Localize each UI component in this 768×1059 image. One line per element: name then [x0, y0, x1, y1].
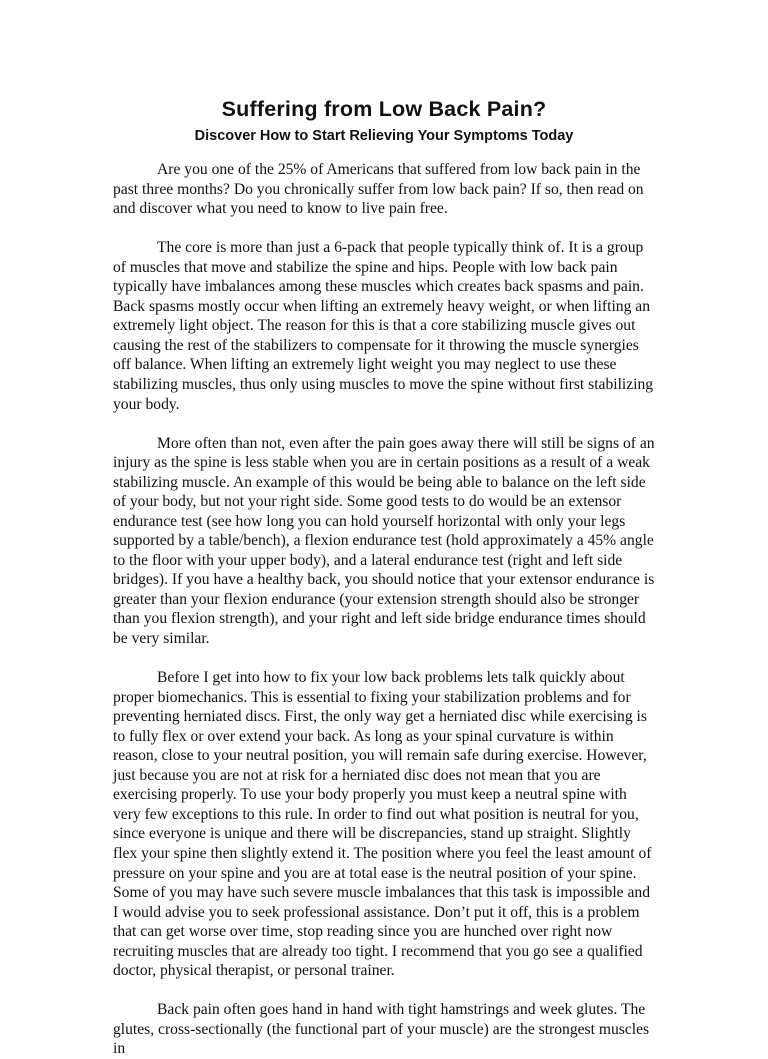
paragraph-intro: Are you one of the 25% of Americans that suffered from low back pain in the past three months? Do you chronically suffer from low back pain? If so, then read on and discover what you need to know to live pain free. — [113, 161, 644, 218]
paragraph-injury-tests: More often than not, even after the pain goes away there will still be signs of an injury as the spine is less stable when you are in certain positions as a result of a weak stabilizing muscle. An example of this would be being able to balance on the left side of your body, but not your right side. Some good tests to do would be an extensor endurance test (see how long you can hold yourself horizontal with only your legs supported by a table/bench), a flexion endurance test (hold approximately a 45% angle to the floor with your upper body), and a lateral endurance test (right and left side bridges). If you have a healthy back, you should notice that your extensor endurance is greater than your flexion endurance (your extension strength should also be stronger than you flexion strength), and your right and left side bridge endurance times should be very similar. — [113, 434, 655, 648]
paragraph-biomechanics: Before I get into how to fix your low back problems lets talk quickly about proper biomechanics. This is essential to fixing your stabilization problems and for preventing herniated discs. First, the only way get a herniated disc while exercising is to fully flex or over extend your back. As long as your spinal curvature is within reason, close to your neutral position, you will remain safe during exercise. However, just because you are not at risk for a herniated disc does not mean that you are exercising properly. To use your body properly you must keep a neutral spine with very few exceptions to this rule. In order to find out what position is neutral for you, since everyone is unique and there will be discrepancies, stand up straight. Slightly flex your spine then slightly extend it. The position where you feel the least amount of pressure on your spine and you are at total ease is the neutral position of your spine. Some of you may have such severe muscle imbalances that this task is impossible and I would advise you to seek professional assistance. Don’t put it off, this is a problem that can get worse over time, stop reading since you are hunched over right now recruiting muscles that are already too tight. I recommend that you go see a qualified doctor, physical therapist, or personal trainer. — [113, 669, 652, 980]
document-subtitle: Discover How to Start Relieving Your Symptoms Today — [194, 128, 574, 144]
paragraph-core: The core is more than just a 6-pack that people typically think of. It is a group of muscles that move and stabilize the spine and hips. People with low back pain typically have imbalances among these muscles which creates back spasms and pain. Back spasms mostly occur when lifting an extremely heavy weight, or when lifting an extremely light object. The reason for this is that a core stabilizing muscle gives out causing the rest of the stabilizers to compensate for it throwing the muscle synergies off balance. When lifting an extremely light weight you may neglect to use these stabilizing muscles, thus only using muscles to move the spine without first stabilizing your body. — [113, 239, 654, 413]
document-title: Suffering from Low Back Pain? — [221, 97, 547, 121]
paragraph-hamstrings-glutes: Back pain often goes hand in hand with tight hamstrings and week glutes. The glutes, cross-sectionally (the functional part of your muscle) are the strongest muscles in — [113, 1001, 650, 1058]
